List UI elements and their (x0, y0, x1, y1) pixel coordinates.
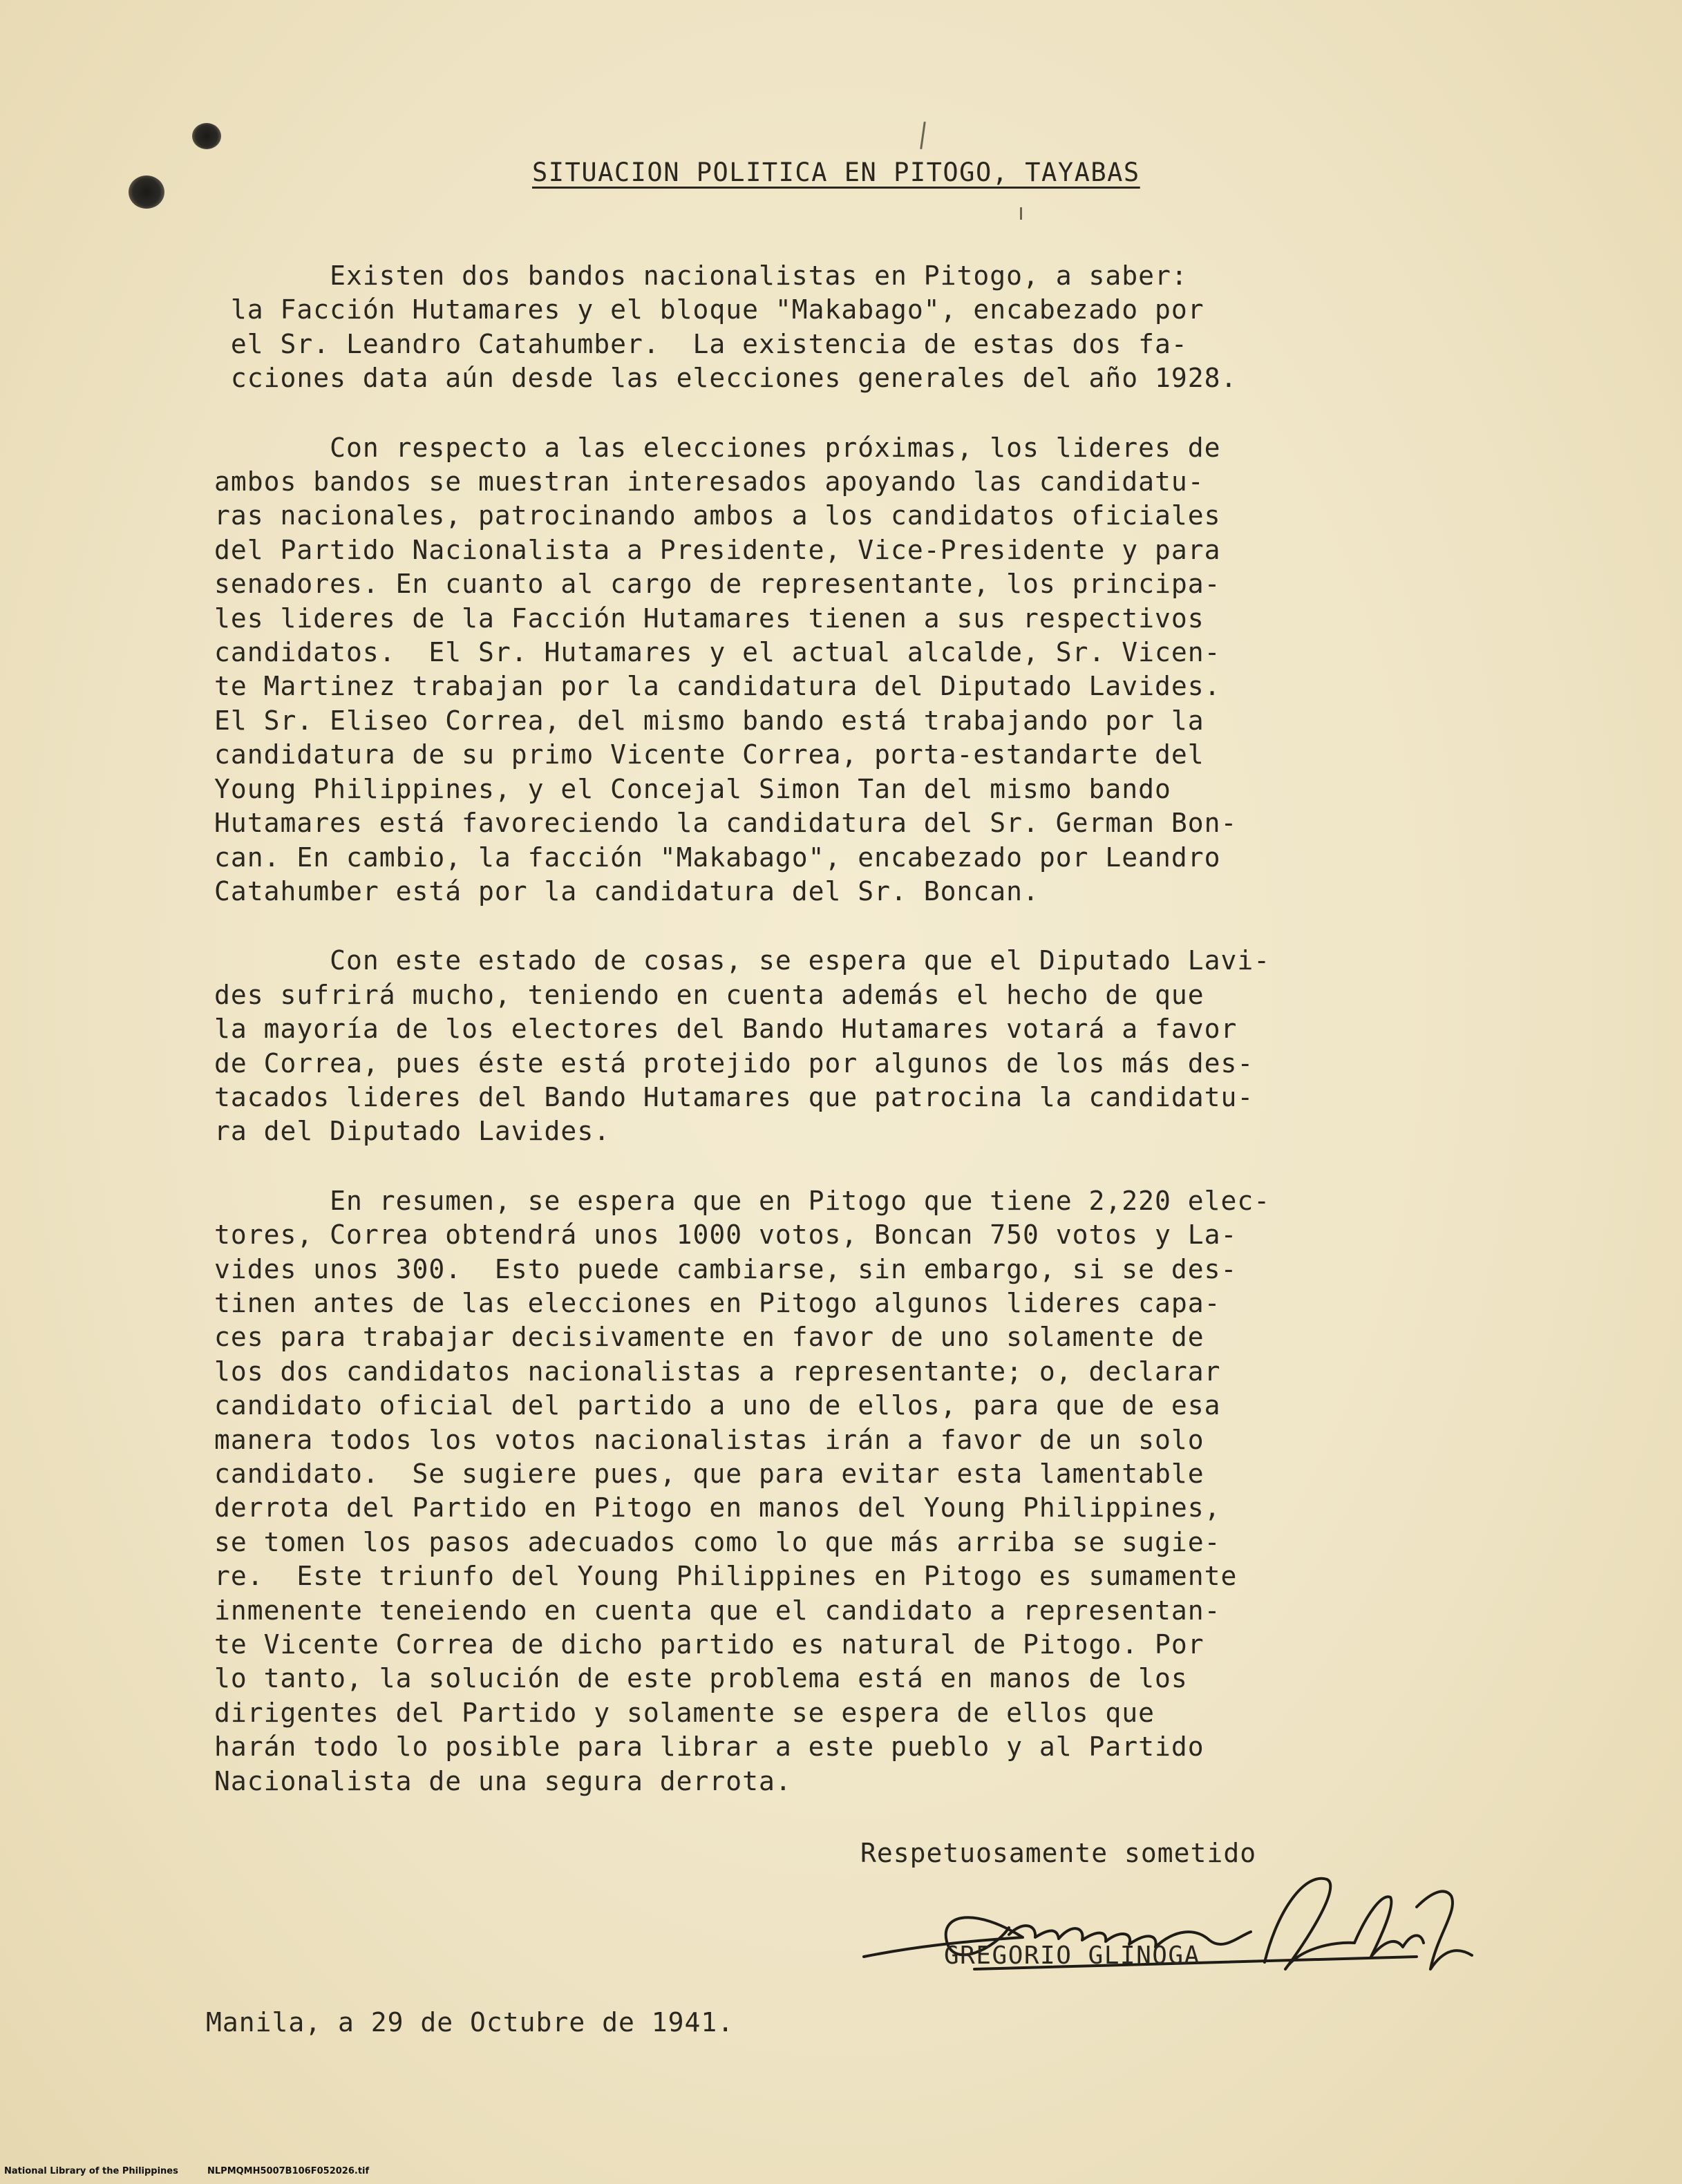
text-line: dirigentes del Partido y solamente se espera de ellos que (214, 1697, 1155, 1728)
closing-phrase: Respetuosamente sometido (860, 1838, 1257, 1868)
text-line: candidato. Se sugiere pues, que para evitar esta lamentable (214, 1459, 1204, 1489)
text-line: te Martinez trabajan por la candidatura del Diputado Lavides. (214, 671, 1221, 702)
text-line: tacados lideres del Bando Hutamares que patrocina la candidatu- (214, 1081, 1254, 1112)
text-line: te Vicente Correa de dicho partido es natural de Pitogo. Por (214, 1629, 1204, 1660)
handwritten-signature (850, 1865, 1486, 1997)
text-line: re. Este triunfo del Young Philippines en Pitogo es sumamente (214, 1561, 1238, 1592)
text-line: el Sr. Leandro Catahumber. La existencia de estas dos fa- (214, 328, 1188, 359)
text-line: de Correa, pues éste está protejido por algunos de los más des- (214, 1047, 1254, 1079)
text-line: Young Philippines, y el Concejal Simon Tan del mismo bando (214, 773, 1171, 804)
text-line: Existen dos bandos nacionalistas en Pitogo, a saber: (214, 260, 1188, 291)
text-line: tinen antes de las elecciones en Pitogo algunos lideres capa- (214, 1287, 1221, 1318)
paragraph-3 (214, 944, 1513, 1148)
text-line: del Partido Nacionalista a Presidente, Vice-Presidente y para (214, 534, 1221, 565)
signer-name: GREGORIO GLINOGA (944, 1941, 1200, 1970)
text-line: Con este estado de cosas, se espera que el Diputado Lavi- (214, 945, 1271, 976)
punch-hole-upper (192, 123, 221, 149)
text-line: candidatura de su primo Vicente Correa, porta-estandarte del (214, 739, 1204, 770)
text-line: senadores. En cuanto al cargo de representante, los principa- (214, 569, 1221, 600)
text-line: lo tanto, la solución de este problema está en manos de los (214, 1663, 1188, 1694)
text-line: ras nacionales, patrocinando ambos a los candidatos oficiales (214, 500, 1221, 531)
archive-footer (0, 2161, 1682, 2184)
text-line: Hutamares está favoreciendo la candidatura del Sr. German Bon- (214, 808, 1238, 839)
text-line: El Sr. Eliseo Correa, del mismo bando está trabajando por la (214, 705, 1204, 736)
paragraph-4 (214, 1184, 1513, 1798)
text-line: harán todo lo posible para librar a este pueblo y al Partido (214, 1731, 1204, 1763)
text-line: Catahumber está por la candidatura del Sr. Boncan. (214, 875, 1039, 906)
footer-library-name: National Library of the Philippines (4, 2166, 178, 2176)
text-line: En resumen, se espera que en Pitogo que tiene 2,220 elec- (214, 1185, 1271, 1216)
text-line: la mayoría de los electores del Bando Hutamares votará a favor (214, 1014, 1238, 1045)
text-line: des sufrirá mucho, teniendo en cuenta además el hecho de que (214, 979, 1204, 1010)
text-line: les lideres de la Facción Hutamares tienen a sus respectivos (214, 602, 1204, 634)
text-line: inmenente teneiendo en cuenta que el candidato a representan- (214, 1595, 1221, 1626)
pencil-tick-mark-small (1020, 207, 1022, 220)
place-and-date: Manila, a 29 de Octubre de 1941. (206, 2007, 735, 2038)
text-line: manera todos los votos nacionalistas irán a favor de un solo (214, 1424, 1204, 1455)
text-line: can. En cambio, la facción "Makabago", encabezado por Leandro (214, 842, 1221, 873)
document-title: SITUACION POLITICA EN PITOGO, TAYABAS (532, 158, 1140, 187)
text-line: candidato oficial del partido a uno de ellos, para que de esa (214, 1390, 1221, 1421)
text-line: los dos candidatos nacionalistas a representante; o, declarar (214, 1356, 1221, 1387)
text-line: candidatos. El Sr. Hutamares y el actual alcalde, Sr. Vicen- (214, 637, 1221, 668)
text-line: Con respecto a las elecciones próximas, los lideres de (214, 432, 1221, 463)
paragraph-1 (214, 259, 1513, 396)
text-line: cciones data aún desde las elecciones generales del año 1928. (214, 363, 1238, 394)
text-line: se tomen los pasos adecuados como lo que más arriba se sugie- (214, 1526, 1221, 1557)
text-line: ambos bandos se muestran interesados apoyando las candidatu- (214, 466, 1204, 497)
text-line: ces para trabajar decisivamente en favor de uno solamente de (214, 1322, 1204, 1353)
text-line: derrota del Partido en Pitogo en manos del Young Philippines, (214, 1492, 1221, 1523)
paragraph-2 (214, 431, 1513, 909)
footer-file-id: NLPMQMH5007B106F052026.tif (207, 2166, 370, 2176)
letter-body (214, 259, 1513, 1834)
text-line: ra del Diputado Lavides. (214, 1116, 611, 1147)
text-line: tores, Correa obtendrá unos 1000 votos, Boncan 750 votos y La- (214, 1219, 1238, 1251)
text-line: vides unos 300. Esto puede cambiarse, sin embargo, si se des- (214, 1253, 1238, 1284)
text-line: la Facción Hutamares y el bloque "Makabago", encabezado por (214, 294, 1204, 325)
punch-hole-lower (129, 175, 164, 209)
text-line: Nacionalista de una segura derrota. (214, 1765, 792, 1796)
